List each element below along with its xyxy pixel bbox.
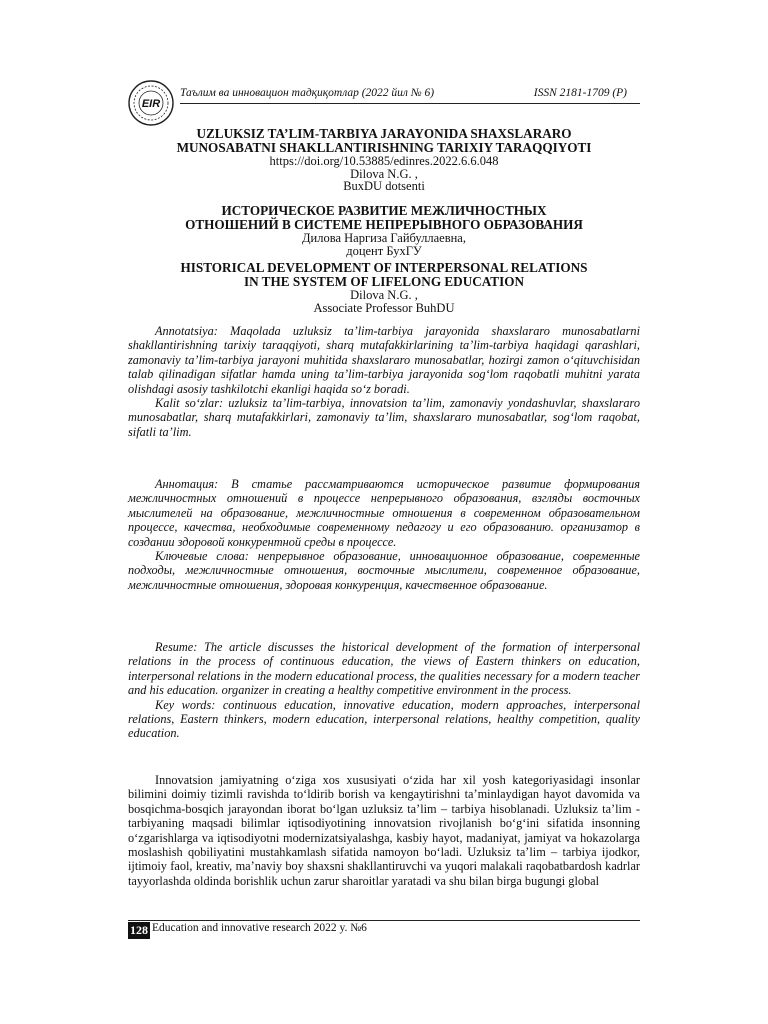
title-ru-line2: ОТНОШЕНИЙ В СИСТЕМЕ НЕПРЕРЫВНОГО ОБРАЗОВАНИЯ — [185, 217, 583, 232]
title-en-line2: IN THE SYSTEM OF LIFELONG EDUCATION — [243, 274, 525, 289]
body-text — [128, 773, 640, 888]
journal-logo — [126, 78, 176, 128]
author-uz-name: Dilova N.G. , — [350, 166, 418, 181]
abstract-en — [128, 640, 640, 741]
journal-seal-icon — [126, 78, 176, 128]
footer-journal-title: Education and innovative research 2022 y. №6 — [152, 922, 367, 934]
keywords-ru: Ключевые слова: непрерывное образование, инновационное образование, современные подходы, межличностные отношения, восточные мыслители, современное образование, межличностные отношения, здоровая конкуренция, качественное образование. — [128, 549, 640, 592]
author-en-name: Dilova N.G. , — [350, 288, 418, 302]
author-ru-name: Дилова Наргиза Гайбуллаевна, — [302, 231, 466, 245]
title-block-ru — [128, 204, 640, 257]
abstract-uz-text: Annotatsiya: Maqolada uzluksiz ta’lim-tarbiya jarayonida shaxslararo munosabatlarni shakllantirishning tarixiy taraqqiyoti, sharq mutafakkirlarining ta’lim-tarbiya haqidagi qarashlari, zamonaviy ta’lim-tarbiya jarayoni muhitida shaxslararo munosabatlar, hozirgi zamon o‘qituvchisidan talab qilinadigan sifatlar hamda uning ta’lim-tarbiya jarayonida sog‘lom raqobatli muhitni yarata olishdagi asosiy tashkilotchi ekanligi haqida so‘z boradi. — [128, 324, 640, 396]
author-uz-position: BuxDU dotsenti — [343, 179, 425, 193]
doi-link[interactable]: https://doi.org/10.53885/edinres.2022.6.6.048 — [269, 154, 499, 168]
issn: ISSN 2181-1709 (P) — [533, 87, 627, 99]
abstract-uz — [128, 324, 640, 439]
title-uz-line2: MUNOSABATNI SHAKLLANTIRISHNING TARIXIY TARAQQIYOTI — [176, 140, 592, 155]
logo-lettering: EIR — [141, 98, 161, 110]
title-block-en — [128, 261, 640, 314]
running-header — [180, 87, 627, 99]
title-uz-line1: UZLUKSIZ TA’LIM-TARBIYA JARAYONIDA SHAXSLARARO — [196, 126, 572, 141]
page-number: 128 — [130, 923, 148, 937]
header-divider — [180, 103, 640, 104]
title-block-uz — [128, 127, 640, 193]
title-en-line1: HISTORICAL DEVELOPMENT OF INTERPERSONAL RELATIONS — [180, 260, 588, 275]
abstract-ru — [128, 477, 640, 592]
author-en-position: Associate Professor BuhDU — [313, 300, 455, 315]
abstract-ru-text: Аннотация: В статье рассматриваются историческое развитие формирования межличностных отношений в процессе непрерывного образования, взгляды восточных мыслителей на образование, межличностные отношения в современном образовательном процессе, качества, необходимые современному педагогу и его образованию. организатор в создании здоровой конкурентной среды в процессе. — [128, 477, 640, 549]
keywords-en: Key words: continuous education, innovative education, modern approaches, interpersonal relations, Eastern thinkers, modern education, interpersonal relations, healthy competition, quality education. — [128, 697, 640, 741]
journal-name: Таълим ва инновацион тадқиқотлар (2022 йил № 6) — [180, 87, 435, 99]
body-paragraph: Innovatsion jamiyatning o‘ziga xos xususiyati o‘zida har xil yosh kategoriyasidagi insonlar bilimini doimiy tizimli ravishda to‘ldirib borish va kengaytirishni ta’minlaydigan hayot davomida va bosqichma-bosqich jarayondan iborat bo‘lgan uzluksiz ta’lim – tarbiya hisoblanadi. Uzluksiz ta’lim - tarbiyaning maqsadi bilimlar iqtisodiyotining innovatsion rivojlanish bo‘g‘ini sifatida insonning o‘zgarishlarga va iqtisodiyotni modernizatsiyalashga, kasbiy hayot, madaniyat, jamiyat va hokazolarga moslashish qobiliyatini mustahkamlash sifatida namoyon bo‘ladi. Uzluksiz ta’lim – tarbiya ijodkor, ijtimoiy faol, kreativ, ma’naviy boy shaxsni shakllantiruvchi va yuqori malakali raqobatbardosh kadrlar tayyorlashda oldinda borishlik uchun zarur sharoitlar yaratadi va shu bilan birga bugungi global — [128, 773, 640, 888]
title-ru-line1: ИСТОРИЧЕСКОЕ РАЗВИТИЕ МЕЖЛИЧНОСТНЫХ — [221, 203, 547, 218]
author-ru-position: доцент БухГУ — [346, 243, 422, 258]
keywords-uz: Kalit so‘zlar: uzluksiz ta’lim-tarbiya, innovatsion ta’lim, zamonaviy yondashuvlar, shaxslararo munosabatlar, sharq mutafakkirlari, zamonaviy ta’lim, shaxslararo munosabatlar, sog‘lom raqobat, sifatli ta’lim. — [128, 396, 640, 439]
abstract-en-text: Resume: The article discusses the historical development of the formation of interpersonal relations in the process of continuous education, the views of Eastern thinkers on education, interpersonal relations in the modern educational process, the qualities necessary for a modern teacher and his education. organizer in creating a healthy competitive environment in the process. — [128, 640, 640, 698]
